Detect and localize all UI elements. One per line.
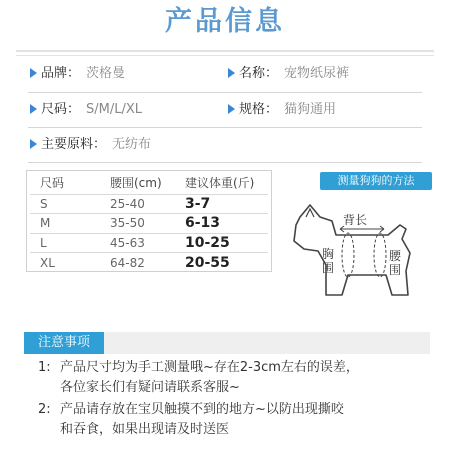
material-item: [30, 130, 151, 160]
arrow-icon: [30, 68, 37, 78]
info-row-brand-name: [0, 59, 450, 89]
size-item: [30, 95, 142, 125]
table-row: [30, 253, 268, 273]
table-row: [30, 214, 268, 234]
name-item: [228, 59, 349, 89]
size-cell: L: [30, 233, 100, 253]
note-text: 产品请存放在宝贝触摸不到的地方~以防出现撕咬: [60, 402, 344, 417]
header-weight: 建议体重(斤): [175, 172, 268, 194]
size-cell: M: [30, 214, 100, 234]
table-header-row: [30, 172, 268, 194]
size-label: 尺码：: [41, 102, 81, 117]
title-divider-top: [16, 50, 434, 52]
weight-cell: 6-13: [175, 214, 268, 234]
table-row: [30, 233, 268, 253]
name-value: 宠物纸尿裤: [284, 66, 350, 81]
note-text: 和吞食，如果出现请及时送医: [60, 422, 230, 437]
note-1-line-1: [38, 358, 359, 378]
waist-cell: 64-82: [110, 255, 145, 270]
note-text: 各位家长们有疑问请联系客服~: [60, 380, 240, 395]
spec-value: 猫狗通用: [284, 102, 337, 117]
note-text: 产品尺寸均为手工测量哦~存在2-3cm左右的误差，: [60, 360, 359, 375]
notes-tag: 注意事项: [24, 332, 104, 354]
size-table: [30, 172, 268, 272]
waist-cell: 25-40: [100, 194, 175, 214]
page-title: 产品信息: [165, 6, 285, 37]
arrow-icon: [228, 68, 235, 78]
arrow-icon: [30, 104, 37, 114]
note-2-line-1: [38, 400, 344, 420]
weight-cell: 20-55: [185, 254, 230, 271]
note-number: 2:: [38, 402, 51, 417]
material-value: 无纺布: [112, 137, 152, 152]
info-divider: [28, 127, 422, 128]
chest-label: 胸围: [322, 247, 335, 275]
waist-cell: 45-63: [100, 233, 175, 253]
measure-method-title: 测量狗狗的方法: [320, 172, 432, 190]
name-label: 名称：: [239, 66, 279, 81]
weight-cell: 3-7: [175, 194, 268, 214]
brand-label: 品牌：: [41, 66, 81, 81]
waist-label: 腰围: [389, 249, 402, 277]
header-waist: 腰围(cm): [100, 172, 175, 194]
brand-value: 茨格曼: [86, 66, 126, 81]
weight-cell: 10-25: [175, 233, 268, 253]
title-divider-bottom: [16, 55, 434, 56]
size-value: S/M/L/XL: [86, 102, 143, 117]
table-row: [30, 194, 268, 214]
info-row-size-spec: [0, 95, 450, 125]
spec-label: 规格：: [239, 102, 279, 117]
arrow-icon: [30, 139, 37, 149]
brand-item: [30, 59, 125, 89]
note-1-line-2: [38, 378, 240, 398]
waist-cell: 35-50: [100, 214, 175, 234]
header-size: 尺码: [30, 172, 100, 194]
arrow-icon: [228, 104, 235, 114]
info-divider: [28, 92, 422, 93]
material-label: 主要原料：: [41, 137, 107, 152]
spec-item: [228, 95, 336, 125]
info-divider: [28, 162, 422, 163]
note-2-line-2: [38, 420, 229, 440]
back-length-label: 背长: [343, 213, 368, 227]
size-cell: S: [30, 194, 100, 214]
note-number: 1:: [38, 360, 51, 375]
size-cell: XL: [40, 255, 55, 270]
info-row-material: [0, 130, 450, 160]
